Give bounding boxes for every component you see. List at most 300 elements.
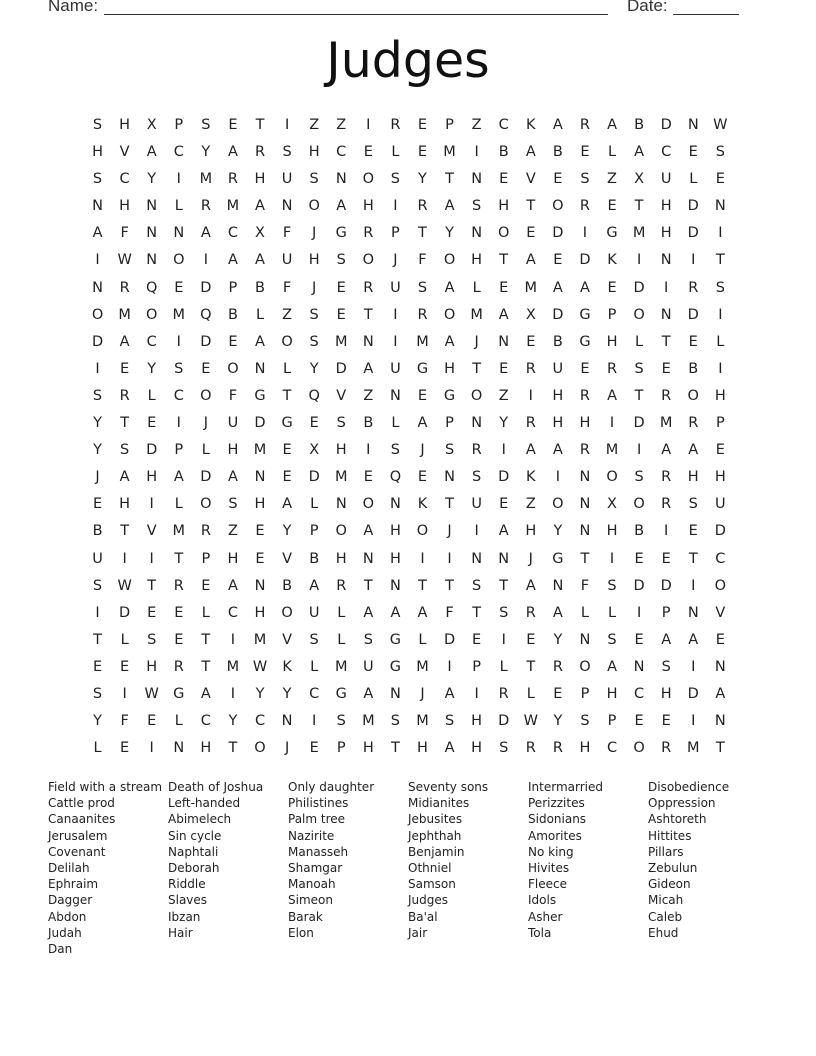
grid-letter: S xyxy=(120,442,130,459)
grid-letter: L xyxy=(174,713,183,730)
grid-letter: T xyxy=(174,550,184,567)
grid-letter: H xyxy=(660,225,672,242)
grid-letter: S xyxy=(472,198,482,215)
grid-letter: D xyxy=(714,523,726,540)
grid-letter: A xyxy=(255,252,265,269)
grid-letter: Z xyxy=(336,117,347,133)
grid-letter: A xyxy=(336,198,347,215)
grid-letter: Z xyxy=(227,523,238,540)
word-list-item: Left-handed xyxy=(168,796,241,811)
grid-letter: N xyxy=(173,225,185,242)
grid-letter: G xyxy=(254,387,266,404)
grid-letter: D xyxy=(308,469,320,486)
grid-letter: E xyxy=(607,198,617,215)
grid-letter: N xyxy=(146,225,158,242)
grid-letter: J xyxy=(528,550,533,567)
grid-letter: D xyxy=(200,469,212,486)
grid-letter: I xyxy=(149,496,154,513)
grid-letter: L xyxy=(499,658,508,675)
grid-letter: Y xyxy=(499,415,509,432)
grid-letter: S xyxy=(607,631,617,648)
grid-letter: A xyxy=(146,144,157,161)
grid-letter: G xyxy=(335,225,347,242)
grid-letter: O xyxy=(416,523,429,540)
grid-letter: N xyxy=(254,469,266,486)
grid-letter: X xyxy=(525,306,536,323)
grid-letter: A xyxy=(661,442,672,459)
grid-letter: N xyxy=(362,333,374,350)
grid-letter: Y xyxy=(553,523,563,540)
grid-letter: N xyxy=(254,577,266,594)
grid-letter: I xyxy=(718,306,723,323)
grid-letter: B xyxy=(309,550,320,567)
word-list-item: Ashtoreth xyxy=(648,812,707,827)
grid-letter: R xyxy=(688,279,699,296)
grid-letter: V xyxy=(119,144,130,161)
grid-letter: F xyxy=(282,279,292,296)
grid-letter: Y xyxy=(228,713,238,730)
page-title: Judges xyxy=(326,32,490,89)
grid-letter: A xyxy=(417,604,428,621)
grid-letter: D xyxy=(443,631,456,648)
grid-letter: D xyxy=(633,577,645,594)
grid-letter: L xyxy=(310,658,319,675)
word-list-item: Palm tree xyxy=(288,812,346,827)
grid-letter: H xyxy=(389,523,401,540)
word-list-empty xyxy=(648,941,768,957)
grid-letter: H xyxy=(687,469,699,486)
grid-letter: T xyxy=(661,333,671,350)
grid-letter: Y xyxy=(418,171,427,188)
grid-letter: F xyxy=(120,225,129,242)
word-list-item: Hittites xyxy=(648,828,692,843)
grid-letter: O xyxy=(173,252,185,269)
grid-letter: L xyxy=(580,604,589,621)
grid-letter: N xyxy=(714,198,726,215)
grid-letter: N xyxy=(687,604,699,621)
grid-letter: I xyxy=(284,117,290,133)
word-list-item: Jebusites xyxy=(408,812,463,827)
grid-letter: A xyxy=(525,252,536,269)
grid-letter: L xyxy=(607,604,617,621)
grid-letter: E xyxy=(417,469,428,486)
grid-letter: L xyxy=(310,496,319,513)
grid-letter: A xyxy=(200,225,211,242)
grid-letter: K xyxy=(607,252,617,269)
grid-letter: R xyxy=(606,360,618,377)
grid-letter: R xyxy=(119,279,130,296)
grid-letter: I xyxy=(366,442,371,459)
grid-letter: A xyxy=(444,333,455,350)
grid-letter: I xyxy=(230,631,236,648)
grid-letter: N xyxy=(444,469,455,486)
grid-letter: N xyxy=(471,550,483,567)
grid-letter: H xyxy=(362,198,374,215)
grid-letter: I xyxy=(501,442,506,459)
word-list-item: Ba'al xyxy=(408,909,438,924)
grid-letter: E xyxy=(715,442,725,459)
grid-letter: A xyxy=(607,387,617,404)
grid-letter: R xyxy=(363,225,374,242)
grid-letter: I xyxy=(366,117,371,133)
grid-letter: D xyxy=(687,685,699,702)
grid-letter: C xyxy=(254,713,266,730)
grid-letter: N xyxy=(254,360,266,377)
grid-letter: P xyxy=(472,658,481,675)
grid-letter: H xyxy=(335,550,347,567)
grid-letter: S xyxy=(688,496,698,513)
grid-letter: I xyxy=(420,550,425,567)
grid-letter: D xyxy=(146,442,158,459)
word-list-empty xyxy=(288,941,408,957)
grid-letter: Z xyxy=(525,496,536,513)
grid-letter: R xyxy=(579,442,590,459)
word-list-item: Hair xyxy=(168,925,193,940)
grid-letter: P xyxy=(228,279,238,296)
grid-letter: E xyxy=(92,658,103,675)
grid-letter: W xyxy=(144,685,159,702)
word-list-item: Philistines xyxy=(288,796,349,811)
grid-letter: Y xyxy=(93,442,102,459)
grid-letter: L xyxy=(255,306,265,323)
grid-letter: E xyxy=(174,279,184,296)
grid-letter: A xyxy=(255,198,265,215)
grid-letter: L xyxy=(174,496,183,513)
grid-letter: M xyxy=(226,658,240,675)
grid-letter: V xyxy=(525,171,536,188)
grid-letter: T xyxy=(418,225,427,242)
grid-letter: E xyxy=(201,577,211,594)
grid-letter: B xyxy=(634,117,645,133)
grid-letter: E xyxy=(120,740,130,757)
grid-letter: H xyxy=(579,415,591,432)
grid-letter: V xyxy=(336,387,347,404)
grid-letter: F xyxy=(418,252,427,269)
word-list-item: Manoah xyxy=(288,877,336,892)
grid-letter: H xyxy=(552,415,564,432)
grid-letter: T xyxy=(147,577,157,594)
grid-letter: I xyxy=(609,415,615,432)
word-list-item: Amorites xyxy=(528,828,582,843)
word-list-item: Barak xyxy=(288,909,323,924)
grid-letter: T xyxy=(526,198,536,215)
grid-letter: M xyxy=(172,523,186,540)
grid-letter: N xyxy=(146,198,158,215)
word-list-item: Ehud xyxy=(648,925,679,940)
name-label: Name: xyxy=(48,0,99,15)
grid-letter: U xyxy=(390,360,401,377)
grid-letter: R xyxy=(363,279,374,296)
grid-letter: N xyxy=(471,171,483,188)
grid-letter: A xyxy=(390,604,401,621)
grid-letter: S xyxy=(92,117,103,133)
grid-letter: X xyxy=(255,225,265,242)
grid-letter: N xyxy=(687,117,699,133)
grid-letter: C xyxy=(200,713,211,730)
grid-letter: E xyxy=(228,333,238,350)
word-list-item: Perizzites xyxy=(528,796,585,811)
grid-letter: O xyxy=(633,496,645,513)
grid-letter: E xyxy=(715,631,725,648)
grid-letter: A xyxy=(607,658,617,675)
grid-letter: M xyxy=(416,333,429,350)
grid-letter: C xyxy=(227,604,238,621)
grid-letter: E xyxy=(553,171,563,188)
grid-letter: S xyxy=(634,360,644,377)
grid-letter: R xyxy=(498,685,509,702)
grid-letter: H xyxy=(660,198,672,215)
grid-letter: A xyxy=(309,577,320,594)
grid-letter: G xyxy=(552,550,564,567)
grid-letter: S xyxy=(363,631,373,648)
grid-letter: N xyxy=(281,713,293,730)
grid-letter: I xyxy=(95,604,100,621)
grid-letter: A xyxy=(227,469,238,486)
grid-letter: S xyxy=(309,333,319,350)
grid-letter: D xyxy=(200,333,212,350)
grid-letter: E xyxy=(526,333,536,350)
grid-letter: N xyxy=(146,252,158,269)
grid-letter: E xyxy=(580,144,590,161)
grid-letter: N xyxy=(579,469,591,486)
grid-letter: H xyxy=(471,252,483,269)
grid-letter: Z xyxy=(282,306,293,323)
word-list-item: Fleece xyxy=(528,877,567,892)
grid-letter: O xyxy=(308,198,320,215)
grid-letter: C xyxy=(634,685,645,702)
word-list-item: Ephraim xyxy=(48,877,99,892)
grid-letter: W xyxy=(117,577,132,594)
grid-letter: O xyxy=(362,252,375,269)
grid-letter: X xyxy=(607,496,617,513)
grid-letter: E xyxy=(309,415,319,432)
word-list-item: Naphtali xyxy=(168,844,219,859)
grid-letter: H xyxy=(525,523,537,540)
grid-letter: E xyxy=(499,360,509,377)
grid-letter: B xyxy=(282,577,293,594)
grid-letter: C xyxy=(606,740,618,757)
grid-letter: G xyxy=(281,415,293,432)
grid-letter: M xyxy=(253,442,267,459)
grid-letter: I xyxy=(149,740,154,757)
grid-letter: R xyxy=(417,198,428,215)
grid-letter: L xyxy=(391,144,400,161)
word-list xyxy=(48,779,768,957)
grid-letter: S xyxy=(580,713,590,730)
grid-letter: T xyxy=(634,198,644,215)
grid-letter: T xyxy=(201,631,211,648)
grid-letter: A xyxy=(525,442,536,459)
grid-letter: N xyxy=(92,279,103,296)
grid-letter: E xyxy=(147,604,157,621)
grid-letter: I xyxy=(95,360,100,377)
grid-letter: O xyxy=(145,306,158,323)
grid-letter: E xyxy=(228,117,238,133)
grid-letter: O xyxy=(498,225,510,242)
grid-letter: E xyxy=(526,631,536,648)
grid-letter: E xyxy=(661,713,671,730)
word-list-item: Seventy sons xyxy=(408,780,489,794)
grid-letter: A xyxy=(282,496,293,513)
grid-letter: F xyxy=(228,387,238,404)
grid-letter: T xyxy=(201,658,211,675)
grid-letter: S xyxy=(715,144,725,161)
grid-letter: H xyxy=(362,740,374,757)
grid-letter: L xyxy=(607,144,617,161)
grid-letter: T xyxy=(390,740,400,757)
grid-letter: W xyxy=(713,117,728,133)
grid-letter: A xyxy=(363,360,374,377)
grid-letter: A xyxy=(498,523,509,540)
word-list-item: Caleb xyxy=(648,909,683,924)
grid-letter: S xyxy=(309,631,319,648)
grid-letter: R xyxy=(390,117,401,133)
grid-letter: H xyxy=(552,387,564,404)
grid-letter: E xyxy=(553,685,563,702)
grid-letter: O xyxy=(200,496,212,513)
grid-letter: Z xyxy=(471,117,482,133)
grid-letter: H xyxy=(200,740,212,757)
grid-letter: R xyxy=(661,740,672,757)
grid-letter: O xyxy=(443,252,456,269)
grid-letter: H xyxy=(579,740,591,757)
grid-letter: A xyxy=(525,144,536,161)
grid-letter: H xyxy=(227,442,239,459)
grid-letter: D xyxy=(687,225,699,242)
grid-letter: Q xyxy=(145,279,158,296)
word-list-item: Elon xyxy=(288,925,314,940)
grid-letter: S xyxy=(336,252,346,269)
grid-letter: S xyxy=(174,360,184,377)
word-list-item: Midianites xyxy=(408,796,470,811)
grid-letter: S xyxy=(472,577,482,594)
grid-letter: E xyxy=(417,117,428,133)
grid-letter: T xyxy=(472,360,482,377)
grid-letter: P xyxy=(201,550,211,567)
date-label: Date: xyxy=(627,0,668,15)
grid-letter: N xyxy=(579,523,591,540)
grid-letter: D xyxy=(200,279,212,296)
grid-letter: Y xyxy=(255,685,265,702)
grid-letter: V xyxy=(282,631,293,648)
grid-letter: E xyxy=(688,333,698,350)
grid-letter: M xyxy=(416,713,429,730)
word-list-item: Covenant xyxy=(48,844,106,859)
grid-letter: M xyxy=(362,713,375,730)
grid-letter: J xyxy=(95,469,100,486)
grid-letter: T xyxy=(282,387,292,404)
grid-letter: T xyxy=(120,523,130,540)
grid-letter: C xyxy=(146,333,157,350)
grid-letter: O xyxy=(227,360,239,377)
grid-letter: O xyxy=(281,333,293,350)
grid-letter: T xyxy=(715,740,725,757)
grid-letter: N xyxy=(579,496,591,513)
grid-letter: I xyxy=(474,144,479,161)
grid-letter: P xyxy=(391,225,400,242)
word-list-empty xyxy=(408,941,528,957)
grid-letter: T xyxy=(688,550,698,567)
grid-letter: D xyxy=(498,713,510,730)
grid-letter: O xyxy=(281,604,293,621)
grid-letter: D xyxy=(687,306,699,323)
grid-letter: L xyxy=(689,171,698,188)
word-list-item: Samson xyxy=(408,877,456,892)
grid-letter: A xyxy=(363,685,374,702)
grid-letter: H xyxy=(146,658,158,675)
grid-letter: L xyxy=(120,631,129,648)
grid-letter: A xyxy=(661,631,672,648)
grid-letter: W xyxy=(117,252,132,269)
grid-letter: H xyxy=(308,144,320,161)
grid-letter: H xyxy=(660,685,672,702)
grid-letter: U xyxy=(363,658,374,675)
grid-letter: R xyxy=(552,740,563,757)
word-list-item: Asher xyxy=(528,909,563,924)
grid-letter: Y xyxy=(147,171,157,188)
grid-letter: T xyxy=(228,740,238,757)
grid-letter: N xyxy=(335,171,347,188)
grid-letter: E xyxy=(282,469,292,486)
word-list-item: Idols xyxy=(528,893,557,908)
word-list-item: Riddle xyxy=(168,877,206,892)
grid-letter: G xyxy=(579,333,591,350)
word-list-item: Dan xyxy=(48,941,73,956)
grid-letter: X xyxy=(309,442,320,459)
grid-letter: S xyxy=(309,306,319,323)
grid-letter: N xyxy=(389,496,401,513)
grid-letter: V xyxy=(282,550,293,567)
grid-letter: D xyxy=(119,604,131,621)
grid-letter: O xyxy=(91,306,104,323)
grid-letter: F xyxy=(580,577,590,594)
grid-letter: D xyxy=(687,198,699,215)
grid-letter: S xyxy=(499,604,509,621)
grid-letter: N xyxy=(92,198,103,215)
grid-letter: I xyxy=(718,225,723,242)
grid-letter: Z xyxy=(309,117,320,133)
grid-letter: I xyxy=(528,387,533,404)
grid-letter: N xyxy=(552,577,564,594)
grid-letter: H xyxy=(308,252,320,269)
word-list-item: Jephthah xyxy=(408,828,462,843)
grid-letter: D xyxy=(91,333,104,350)
grid-letter: S xyxy=(147,631,157,648)
grid-letter: M xyxy=(334,469,348,486)
grid-letter: G xyxy=(579,306,591,323)
grid-letter: A xyxy=(607,117,617,133)
grid-letter: I xyxy=(664,279,669,296)
word-list-item: Zebulun xyxy=(648,860,698,875)
grid-letter: L xyxy=(391,415,400,432)
grid-letter: L xyxy=(283,360,292,377)
grid-letter: O xyxy=(687,387,699,404)
grid-letter: I xyxy=(609,550,615,567)
grid-letter: R xyxy=(173,658,184,675)
grid-letter: D xyxy=(579,252,591,269)
grid-letter: S xyxy=(309,171,319,188)
grid-letter: U xyxy=(390,279,401,296)
grid-letter: P xyxy=(607,306,617,323)
grid-letter: Y xyxy=(201,144,211,161)
grid-letter: B xyxy=(92,523,103,540)
grid-letter: M xyxy=(253,631,267,648)
grid-letter: C xyxy=(715,550,726,567)
grid-letter: T xyxy=(445,577,454,594)
grid-letter: E xyxy=(499,279,509,296)
grid-letter: C xyxy=(173,144,184,161)
grid-letter: A xyxy=(255,333,265,350)
